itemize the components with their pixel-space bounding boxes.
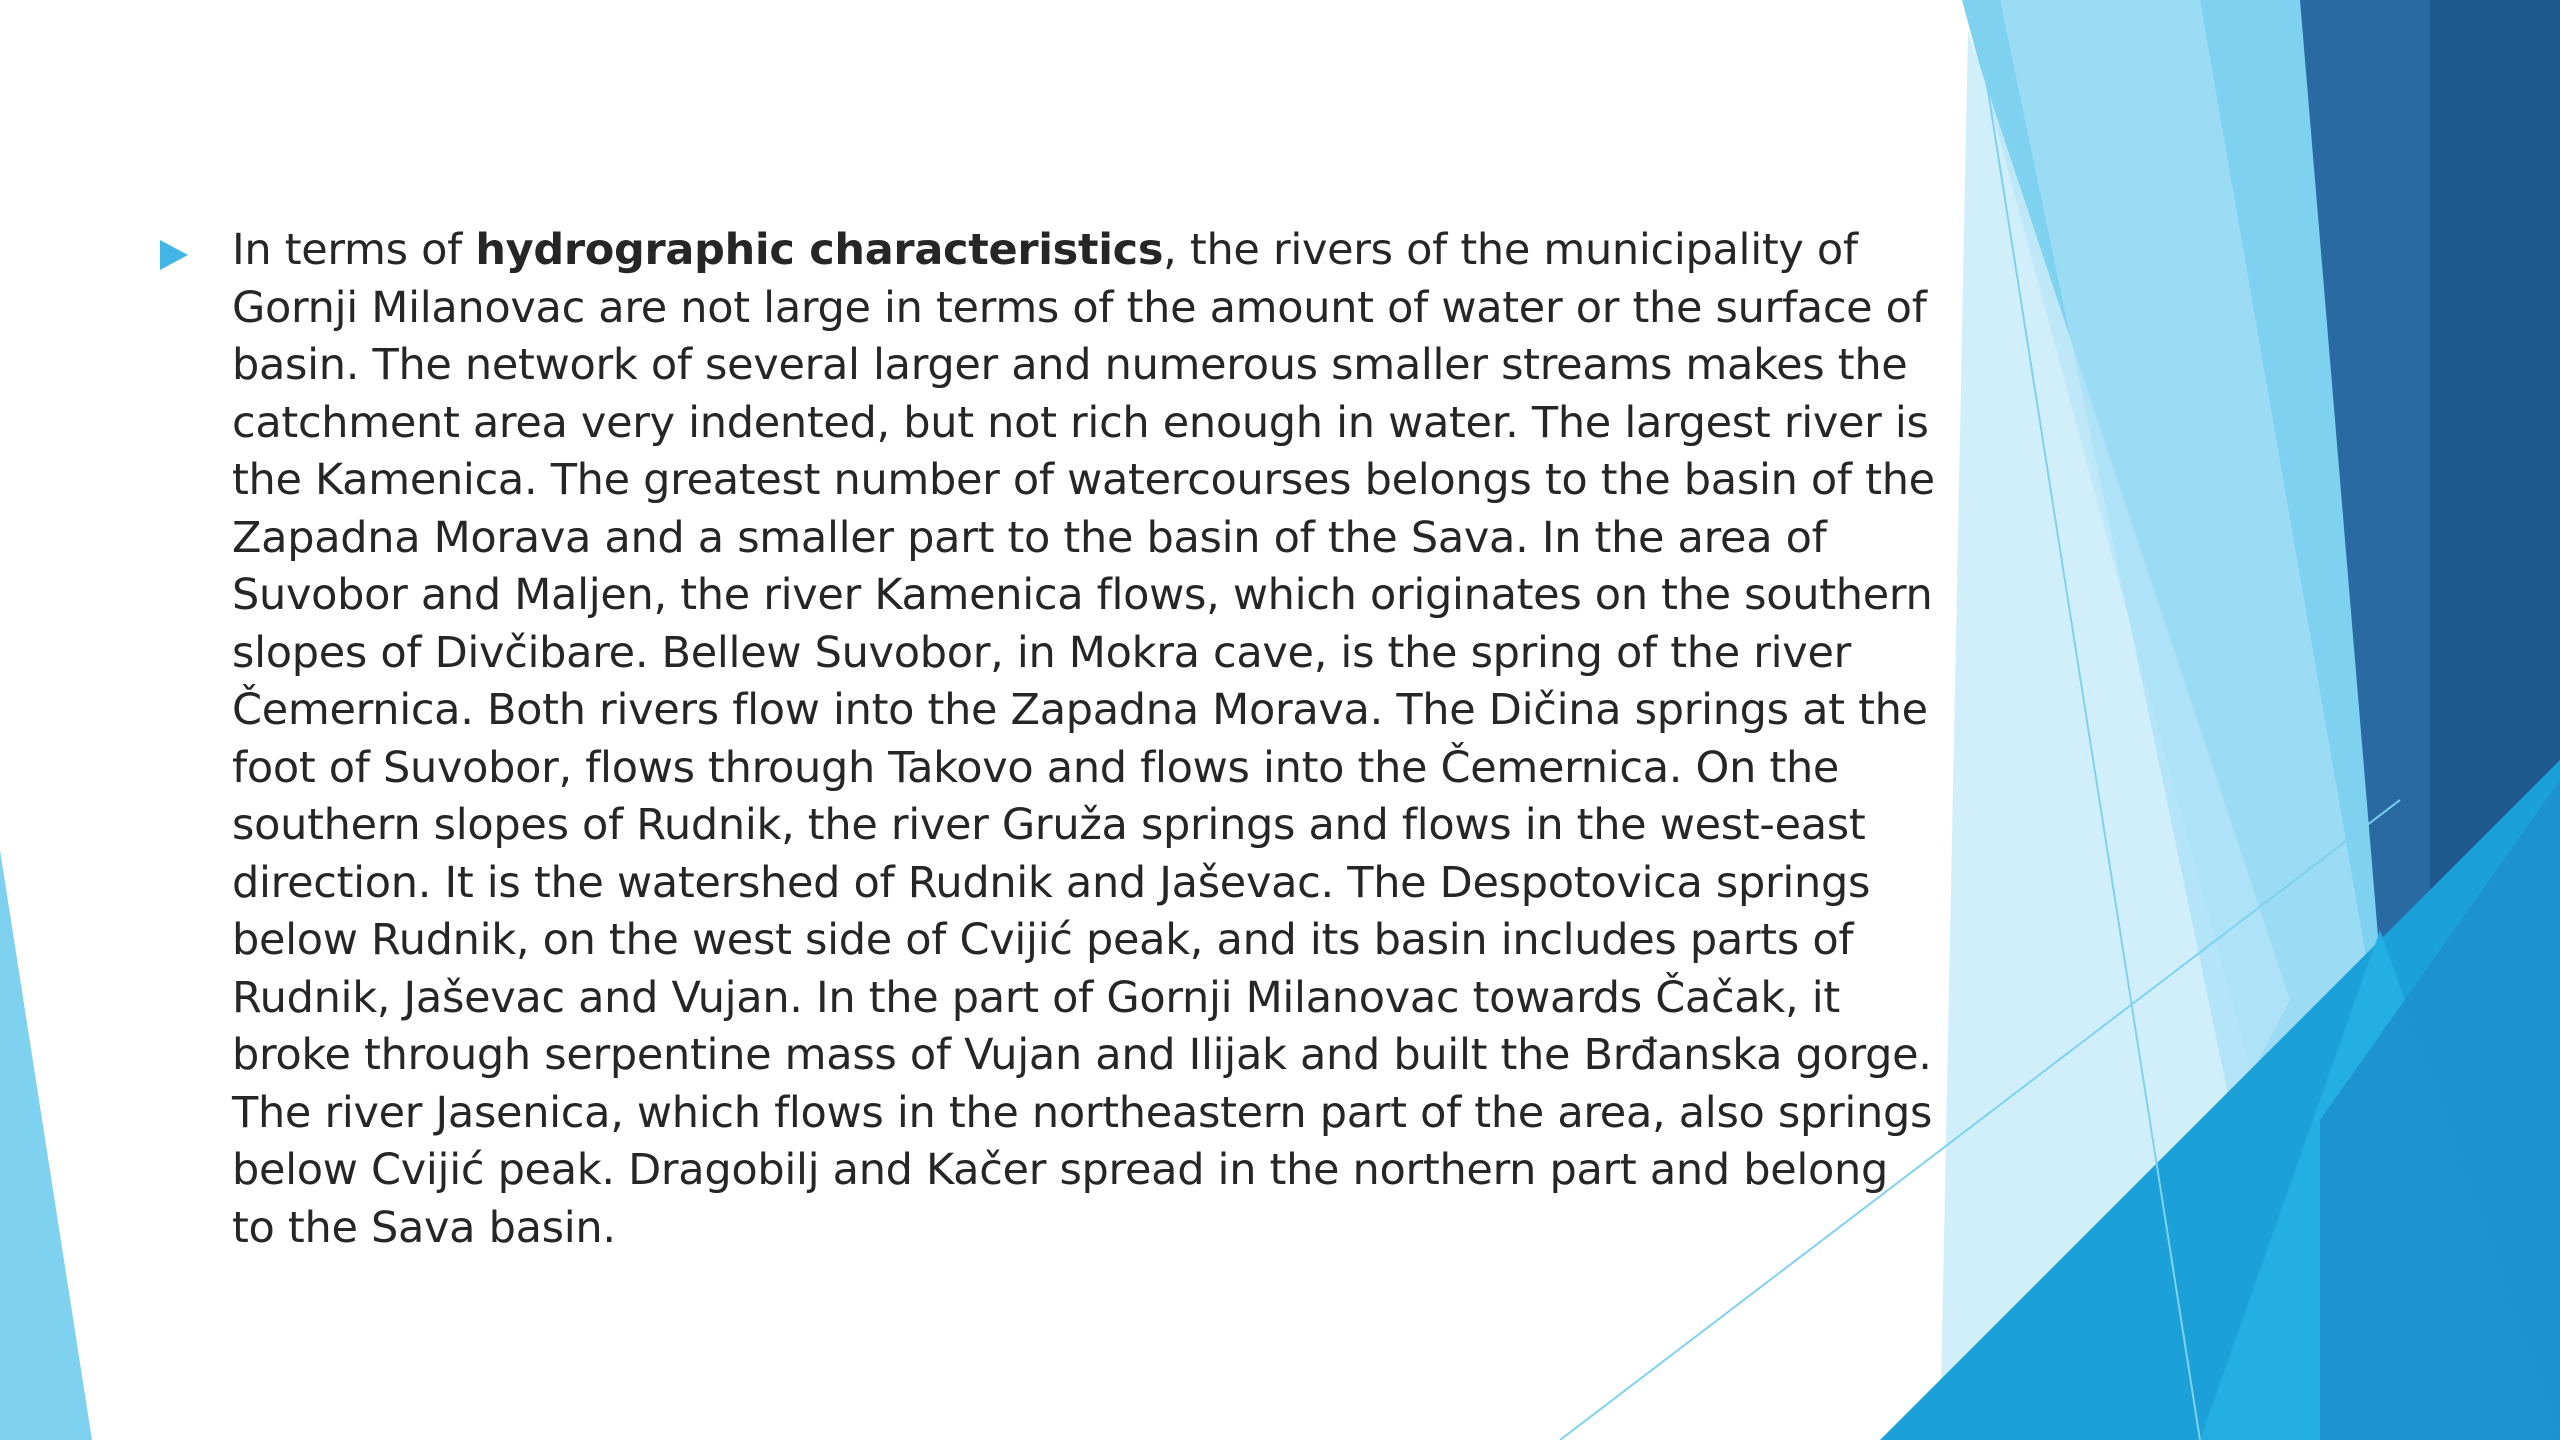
bullet-paragraph — [232, 222, 1940, 1257]
content-area — [160, 222, 1940, 1257]
bullet-body: , the rivers of the municipality of Gornji Milanovac are not large in terms of the amount of water or the surface of basin. The network of several larger and numerous smaller streams makes the catchment area very indented, but not rich enough in water. The largest river is the Kamenica. The greatest number of watercourses belongs to the basin of the Zapadna Morava and a smaller part to the basin of the Sava. In the area of Suvobor and Maljen, the river Kamenica flows, which originates on the southern slopes of Divčibare. Bellew Suvobor, in Mokra cave, is the spring of the river Čemernica. Both rivers flow into the Zapadna Morava. The Dičina springs at the foot of Suvobor, flows through Takovo and flows into the Čemernica. On the southern slopes of Rudnik, the river Gruža springs and flows in the west-east direction. It is the watershed of Rudnik and Jaševac. The Despotovica springs below Rudnik, on the west side of Cvijić peak, and its basin includes parts of Rudnik, Jaševac and Vujan. In the part of Gornji Milanovac towards Čačak, it broke through serpentine mass of Vujan and Ilijak and built the Brđanska gorge. The river Jasenica, which flows in the northeastern part of the area, also springs below Cvijić peak. Dragobilj and Kačer spread in the northern part and belong to the Sava basin. — [232, 225, 1935, 1253]
bullet-lead: In terms of — [232, 225, 476, 275]
left-sliver-shape — [0, 850, 92, 1440]
bullet-bold-term: hydrographic characteristics — [475, 225, 1164, 275]
triangle-bullet-icon — [160, 222, 232, 270]
bullet-item — [160, 222, 1940, 1257]
